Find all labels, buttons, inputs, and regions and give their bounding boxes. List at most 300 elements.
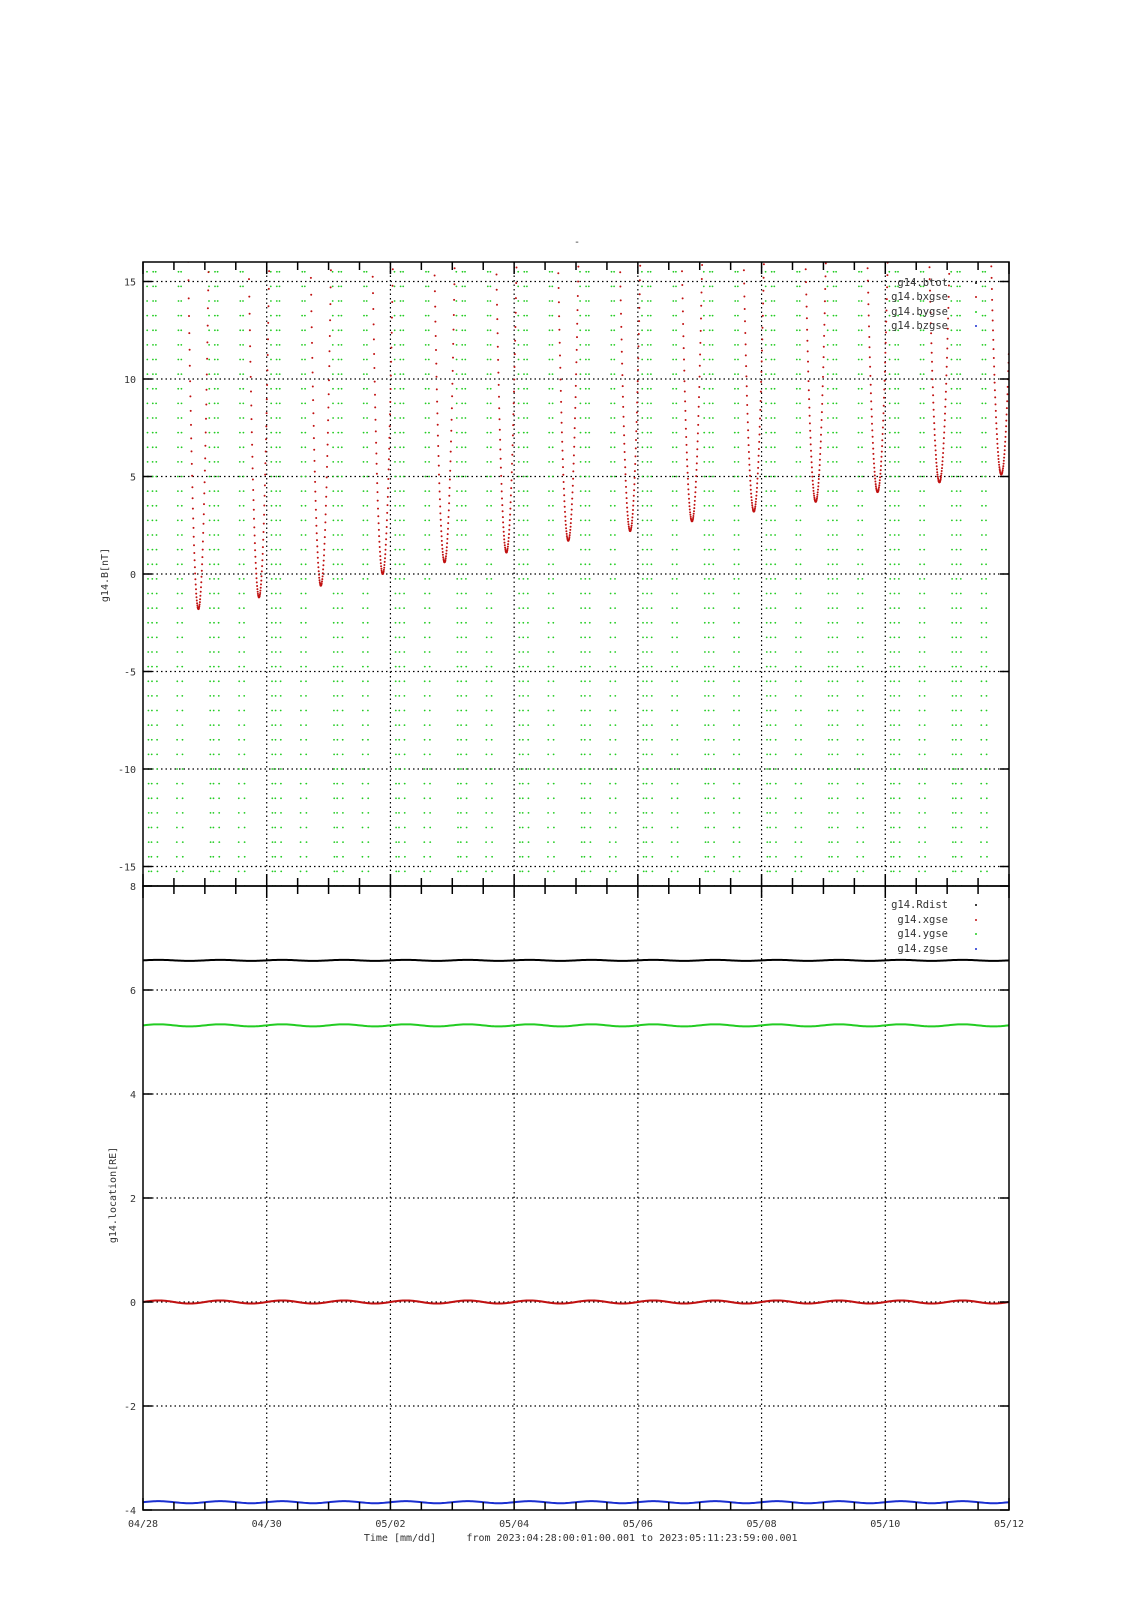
bxgse-point <box>636 391 638 393</box>
bygse-point <box>837 710 839 712</box>
bygse-point <box>708 622 710 624</box>
bygse-point <box>893 710 895 712</box>
bygse-point <box>800 607 802 609</box>
bygse-point <box>832 593 834 595</box>
bygse-point <box>614 622 616 624</box>
bygse-point <box>337 490 339 492</box>
bxgse-point <box>559 342 561 344</box>
bygse-point <box>579 286 581 288</box>
bxgse-point <box>990 254 992 256</box>
bygse-point <box>589 651 591 653</box>
bxgse-point <box>558 301 560 303</box>
bxgse-point <box>315 517 317 519</box>
bygse-point <box>734 315 736 317</box>
bygse-point <box>342 754 344 756</box>
bygse-point <box>240 271 242 273</box>
bygse-point <box>765 300 767 302</box>
bygse-point <box>404 768 406 770</box>
bygse-point <box>301 344 303 346</box>
bygse-point <box>362 797 364 799</box>
bygse-point <box>367 563 369 565</box>
bygse-point <box>218 783 220 785</box>
bxgse-point <box>882 427 884 429</box>
bxgse-point <box>932 378 934 380</box>
bygse-point <box>552 505 554 507</box>
bygse-point <box>279 373 281 375</box>
bygse-point <box>774 359 776 361</box>
bxgse-point <box>250 391 252 393</box>
bygse-point <box>209 549 211 551</box>
bygse-point <box>461 520 463 522</box>
bygse-point <box>526 403 528 405</box>
bxgse-point <box>745 354 747 356</box>
bygse-point <box>337 432 339 434</box>
bygse-point <box>429 871 431 873</box>
bxgse-point <box>885 342 887 344</box>
bxgse-point <box>639 293 641 295</box>
bygse-point <box>857 549 859 551</box>
bygse-point <box>218 695 220 697</box>
bygse-point <box>897 388 899 390</box>
bygse-point <box>837 871 839 873</box>
bxgse-point <box>514 340 516 342</box>
bygse-point <box>858 388 860 390</box>
bygse-point <box>217 300 219 302</box>
bygse-point <box>610 432 612 434</box>
bxgse-point <box>251 456 253 458</box>
bygse-point <box>394 271 396 273</box>
bygse-point <box>526 300 528 302</box>
bygse-point <box>527 549 529 551</box>
bxgse-point <box>327 432 329 434</box>
bygse-point <box>424 724 426 726</box>
bygse-point <box>770 607 772 609</box>
bygse-point <box>774 329 776 331</box>
bygse-point <box>645 856 647 858</box>
bxgse-point <box>499 418 501 420</box>
bygse-point <box>402 300 404 302</box>
bxgse-point <box>201 576 203 578</box>
bxgse-point <box>206 358 208 360</box>
bygse-point <box>796 476 798 478</box>
bygse-point <box>961 812 963 814</box>
bygse-point <box>862 797 864 799</box>
bygse-point <box>403 607 405 609</box>
bygse-point <box>796 505 798 507</box>
bygse-point <box>986 768 988 770</box>
bxgse-point <box>318 574 320 576</box>
bygse-point <box>341 432 343 434</box>
bxgse-point <box>259 590 261 592</box>
bygse-point <box>703 446 705 448</box>
bygse-point <box>217 373 219 375</box>
bxgse-point <box>686 452 688 454</box>
bygse-point <box>956 563 958 565</box>
bygse-point <box>181 461 183 463</box>
bygse-point <box>858 300 860 302</box>
bxgse-point <box>622 406 624 408</box>
bygse-point <box>738 476 740 478</box>
bygse-point <box>677 768 679 770</box>
upper-gridlines <box>143 262 1009 886</box>
bygse-point <box>832 563 834 565</box>
bygse-point <box>155 315 157 317</box>
bygse-point <box>177 417 179 419</box>
bygse-point <box>271 520 273 522</box>
bxgse-point <box>267 338 269 340</box>
bygse-point <box>832 490 834 492</box>
bygse-point <box>178 329 180 331</box>
bygse-point <box>243 695 245 697</box>
bygse-point <box>985 534 987 536</box>
bygse-point <box>461 359 463 361</box>
bygse-point <box>610 607 612 609</box>
bygse-point <box>523 286 525 288</box>
bxgse-point <box>205 418 207 420</box>
bygse-point <box>646 797 648 799</box>
bygse-point <box>239 315 241 317</box>
bxgse-point <box>809 422 811 424</box>
bygse-point <box>770 461 772 463</box>
bygse-point <box>486 680 488 682</box>
bygse-point <box>518 534 520 536</box>
bygse-point <box>858 286 860 288</box>
bygse-point <box>738 739 740 741</box>
bygse-point <box>490 315 492 317</box>
bxgse-point <box>564 511 566 513</box>
bygse-point <box>457 797 459 799</box>
bygse-point <box>580 446 582 448</box>
bygse-point <box>704 622 706 624</box>
bygse-point <box>918 797 920 799</box>
bygse-point <box>828 768 830 770</box>
bxgse-point <box>825 275 827 277</box>
bygse-point <box>955 651 957 653</box>
bygse-point <box>301 300 303 302</box>
bygse-point <box>712 563 714 565</box>
bxgse-point <box>941 470 943 472</box>
bygse-point <box>332 373 334 375</box>
bygse-point <box>271 724 273 726</box>
bygse-point <box>799 476 801 478</box>
bygse-point <box>465 432 467 434</box>
bygse-point <box>155 388 157 390</box>
bygse-point <box>429 563 431 565</box>
bygse-point <box>671 871 673 873</box>
bygse-point <box>156 490 158 492</box>
bygse-point <box>399 505 401 507</box>
bxgse-point <box>879 479 881 481</box>
bygse-point <box>341 359 343 361</box>
bygse-point <box>239 476 241 478</box>
bygse-point <box>795 724 797 726</box>
bxgse-point <box>189 395 191 397</box>
bygse-point <box>155 286 157 288</box>
bygse-point <box>333 754 335 756</box>
bxgse-point <box>496 304 498 306</box>
bygse-point <box>181 534 183 536</box>
bygse-point <box>799 388 801 390</box>
bxgse-point <box>497 332 499 334</box>
bygse-point <box>305 461 307 463</box>
bygse-point <box>213 680 215 682</box>
bygse-point <box>218 607 220 609</box>
bygse-point <box>671 754 673 756</box>
bygse-point <box>675 344 677 346</box>
bygse-point <box>456 373 458 375</box>
bygse-point <box>585 476 587 478</box>
bygse-point <box>589 724 591 726</box>
bygse-point <box>800 549 802 551</box>
bygse-point <box>146 344 148 346</box>
bygse-point <box>643 768 645 770</box>
bygse-point <box>244 783 246 785</box>
bygse-point <box>894 607 896 609</box>
bygse-point <box>341 476 343 478</box>
bygse-point <box>271 534 273 536</box>
bygse-point <box>209 754 211 756</box>
bygse-point <box>862 680 864 682</box>
bygse-point <box>341 403 343 405</box>
bxgse-point <box>934 434 936 436</box>
bygse-point <box>580 417 582 419</box>
bygse-point <box>279 417 281 419</box>
bygse-point <box>148 797 150 799</box>
bygse-point <box>301 286 303 288</box>
bygse-point <box>614 578 616 580</box>
bygse-point <box>919 651 921 653</box>
bygse-point <box>734 490 736 492</box>
bygse-point <box>547 724 549 726</box>
bygse-point <box>799 432 801 434</box>
bygse-point <box>831 739 833 741</box>
x-tick-label: 05/02 <box>375 1519 406 1530</box>
bygse-point <box>305 739 307 741</box>
bygse-point <box>340 271 342 273</box>
bygse-point <box>584 651 586 653</box>
bygse-point <box>276 417 278 419</box>
bxgse-point <box>391 317 393 319</box>
bygse-point <box>271 768 273 770</box>
bygse-point <box>362 549 364 551</box>
bygse-point <box>395 812 397 814</box>
bygse-point <box>862 739 864 741</box>
bxgse-point <box>566 533 568 535</box>
bygse-point <box>918 856 920 858</box>
bygse-point <box>209 695 211 697</box>
bygse-point <box>951 403 953 405</box>
bygse-point <box>898 666 900 668</box>
bygse-point <box>733 768 735 770</box>
bygse-point <box>155 476 157 478</box>
bygse-point <box>552 578 554 580</box>
bygse-point <box>713 783 715 785</box>
bygse-point <box>646 695 648 697</box>
bygse-point <box>985 461 987 463</box>
bygse-point <box>177 490 179 492</box>
bygse-point <box>955 871 957 873</box>
bxgse-point <box>682 335 684 337</box>
bxgse-point <box>883 389 885 391</box>
bygse-point <box>920 359 922 361</box>
bygse-point <box>363 520 365 522</box>
bygse-point <box>519 666 521 668</box>
bygse-point <box>428 300 430 302</box>
bxgse-point <box>248 296 250 298</box>
bygse-point <box>155 300 157 302</box>
bxgse-point <box>880 465 882 467</box>
bygse-point <box>898 461 900 463</box>
bygse-point <box>709 417 711 419</box>
bxgse-point <box>871 416 873 418</box>
bxgse-point <box>496 274 498 276</box>
bxgse-point <box>509 519 511 521</box>
bygse-point <box>956 388 958 390</box>
bxgse-point <box>204 470 206 472</box>
bygse-point <box>712 373 714 375</box>
bxgse-point <box>820 447 822 449</box>
bxgse-point <box>325 505 327 507</box>
bygse-point <box>464 388 466 390</box>
bygse-point <box>523 446 525 448</box>
bygse-point <box>584 841 586 843</box>
bygse-point <box>766 622 768 624</box>
bygse-point <box>651 827 653 829</box>
bygse-point <box>955 724 957 726</box>
bygse-point <box>836 637 838 639</box>
bygse-point <box>898 680 900 682</box>
bygse-point <box>671 637 673 639</box>
bygse-point <box>517 286 519 288</box>
bygse-point <box>650 359 652 361</box>
bygse-point <box>363 271 365 273</box>
bygse-point <box>734 432 736 434</box>
bygse-point <box>899 754 901 756</box>
bygse-point <box>399 563 401 565</box>
bxgse-point <box>508 533 510 535</box>
bygse-point <box>527 520 529 522</box>
bxgse-point <box>746 385 748 387</box>
bygse-point <box>831 871 833 873</box>
bxgse-point <box>515 312 517 314</box>
bygse-point <box>713 637 715 639</box>
bygse-point <box>835 329 837 331</box>
bygse-point <box>960 768 962 770</box>
bygse-point <box>333 549 335 551</box>
bygse-point <box>548 666 550 668</box>
bygse-point <box>951 607 953 609</box>
bygse-point <box>403 505 405 507</box>
bygse-point <box>333 651 335 653</box>
bygse-point <box>424 520 426 522</box>
bxgse-point <box>328 365 330 367</box>
bxgse-point <box>812 487 814 489</box>
bygse-point <box>238 666 240 668</box>
bygse-point <box>609 871 611 873</box>
bygse-point <box>552 607 554 609</box>
bxgse-point <box>945 383 947 385</box>
bxgse-point <box>372 276 374 278</box>
bygse-point <box>337 461 339 463</box>
bygse-point <box>893 754 895 756</box>
bygse-point <box>147 490 149 492</box>
bygse-point <box>677 841 679 843</box>
bxgse-point <box>317 566 319 568</box>
bygse-point <box>208 315 210 317</box>
bygse-point <box>924 607 926 609</box>
bxgse-point <box>390 388 392 390</box>
bygse-point <box>148 739 150 741</box>
bygse-point <box>919 563 921 565</box>
bxgse-point <box>570 526 572 528</box>
bygse-point <box>951 549 953 551</box>
bxgse-point <box>437 435 439 437</box>
bygse-point <box>766 724 768 726</box>
bygse-point <box>239 534 241 536</box>
bygse-point <box>428 271 430 273</box>
bygse-point <box>676 520 678 522</box>
bygse-point <box>643 797 645 799</box>
bygse-point <box>527 710 529 712</box>
bxgse-point <box>879 473 881 475</box>
bygse-point <box>981 607 983 609</box>
bxgse-point <box>507 546 509 548</box>
bxgse-point <box>874 471 876 473</box>
bygse-point <box>588 373 590 375</box>
bygse-point <box>765 373 767 375</box>
bxgse-point <box>682 297 684 299</box>
bygse-point <box>610 403 612 405</box>
bxgse-point <box>438 474 440 476</box>
bygse-point <box>861 359 863 361</box>
bygse-point <box>796 329 798 331</box>
bxgse-point <box>563 494 565 496</box>
bygse-point <box>609 724 611 726</box>
bxgse-point <box>933 422 935 424</box>
bygse-point <box>615 797 617 799</box>
bygse-point <box>239 403 241 405</box>
bygse-point <box>456 593 458 595</box>
bygse-point <box>774 344 776 346</box>
bygse-point <box>305 666 307 668</box>
bygse-point <box>795 710 797 712</box>
bxgse-point <box>696 462 698 464</box>
bygse-point <box>337 534 339 536</box>
bygse-point <box>332 446 334 448</box>
bxgse-point <box>386 519 388 521</box>
bygse-point <box>213 666 215 668</box>
bygse-point <box>547 841 549 843</box>
bygse-point <box>523 432 525 434</box>
bxgse-point <box>441 535 443 537</box>
bygse-point <box>836 666 838 668</box>
bygse-point <box>152 373 154 375</box>
bxgse-point <box>933 409 935 411</box>
upper-dots <box>146 242 1010 887</box>
bygse-point <box>305 695 307 697</box>
bxgse-point <box>557 272 559 274</box>
bygse-point <box>707 812 709 814</box>
bygse-point <box>766 768 768 770</box>
bxgse-point <box>573 446 575 448</box>
bygse-point <box>613 286 615 288</box>
bygse-point <box>528 797 530 799</box>
bygse-point <box>858 446 860 448</box>
bygse-point <box>180 286 182 288</box>
bygse-point <box>981 710 983 712</box>
bygse-point <box>703 373 705 375</box>
bygse-point <box>676 417 678 419</box>
